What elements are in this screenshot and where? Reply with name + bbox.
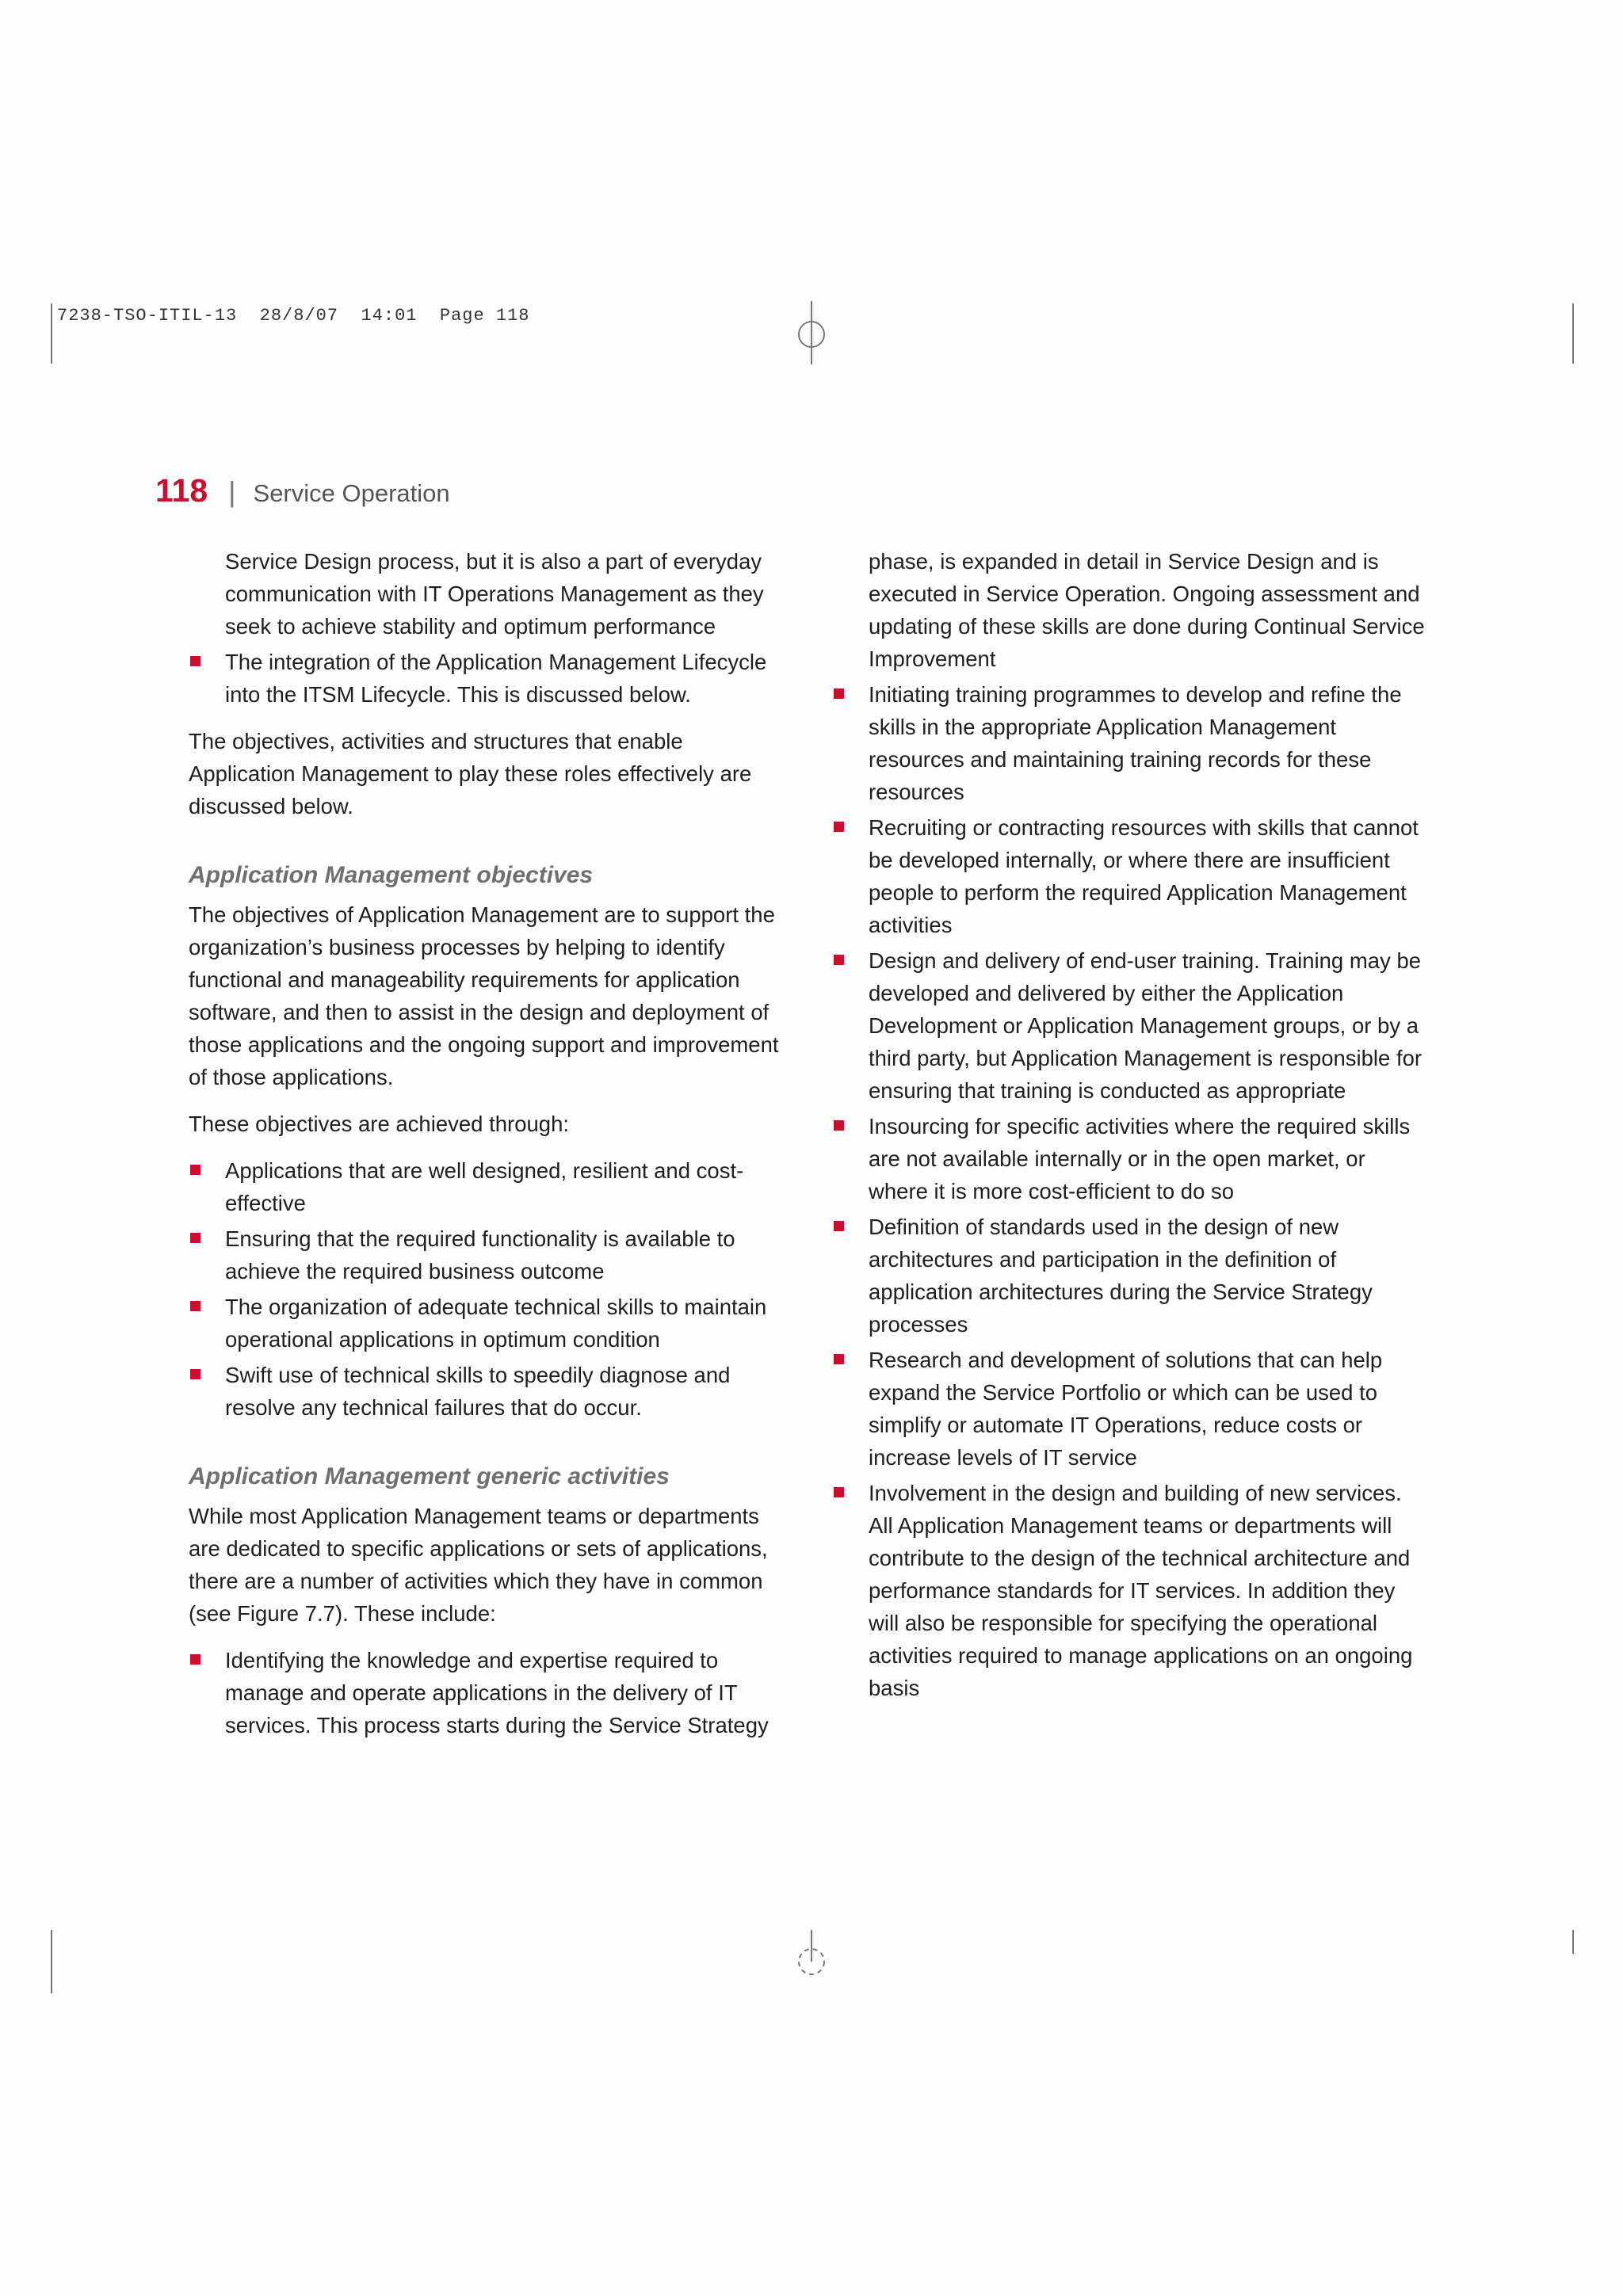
registration-mark-bottom-icon [796, 1930, 827, 1978]
continued-bullet-text: Service Design process, but it is also a part of everyday communication with IT Operations Management as they seek to achieve stability and optimum performance [225, 549, 764, 639]
right-column [832, 545, 1428, 1718]
bullet-list-3 [189, 1644, 792, 1741]
list-item: Research and development of solutions that can help expand the Service Portfolio or which can be used to simplify or automate IT Operations, reduce costs or increase levels of IT service [832, 1344, 1428, 1474]
bullet-square-icon [834, 688, 844, 699]
header-separator: | [228, 475, 236, 508]
bullet-square-icon [190, 1301, 200, 1311]
list-item: Applications that are well designed, resilient and cost-effective [189, 1154, 792, 1219]
bullet-square-icon [190, 656, 200, 666]
bullet-square-icon [190, 1369, 200, 1379]
crop-mark-top-left [51, 303, 52, 364]
bullet-square-icon [834, 1354, 844, 1364]
paragraph: While most Application Management teams or departments are dedicated to specific applications or sets of applications, there are a number of activities which they have in common (see Figure 7.7). These include: [189, 1504, 768, 1626]
bullet-square-icon [834, 1487, 844, 1497]
bullet-square-icon [834, 955, 844, 965]
paragraph: These objectives are achieved through: [189, 1112, 570, 1136]
registration-mark-top-icon [796, 301, 827, 364]
bullet-square-icon [834, 1120, 844, 1131]
list-item: Swift use of technical skills to speedily diagnose and resolve any technical failures that do occur. [189, 1359, 792, 1424]
page-number: 118 [155, 472, 208, 509]
paragraph: The objectives, activities and structures that enable Application Management to play these roles effectively are discussed below. [189, 729, 752, 818]
bullet-square-icon [190, 1165, 200, 1175]
crop-mark-top-right [1572, 303, 1574, 364]
list-item: Ensuring that the required functionality is available to achieve the required business outcome [189, 1222, 792, 1287]
crop-mark-bottom-right [1572, 1930, 1574, 1954]
heading-objectives: Application Management objectives [189, 862, 594, 888]
list-item: Recruiting or contracting resources with skills that cannot be developed internally, or where there are insufficient people to perform the required Application Management activities [832, 811, 1428, 941]
section-title: Service Operation [253, 479, 450, 507]
list-item: Insourcing for specific activities where the required skills are not available internally or in the open market, or where it is more cost-efficient to do so [832, 1110, 1428, 1207]
bullet-square-icon [190, 1233, 200, 1243]
list-item: The integration of the Application Management Lifecycle into the ITSM Lifecycle. This is discussed below. [189, 646, 792, 711]
bullet-list-1 [189, 646, 792, 711]
list-item: Identifying the knowledge and expertise required to manage and operate applications in the delivery of IT services. This process starts during the Service Strategy [189, 1644, 792, 1741]
running-header [155, 472, 450, 512]
bullet-square-icon [834, 1221, 844, 1231]
continued-bullet-text: phase, is expanded in detail in Service Design and is executed in Service Operation. Ongoing assessment and updating of these skills are done during Continual Service Improvement [869, 549, 1425, 671]
list-item: Involvement in the design and building of new services. All Application Management teams or departments will contribute to the design of the technical architecture and performance standards for IT services. In addition they will also be responsible for specifying the operational activities required to manage applications on an ongoing basis [832, 1477, 1428, 1704]
heading-generic-activities: Application Management generic activities [189, 1463, 670, 1489]
list-item: Definition of standards used in the design of new architectures and participation in the definition of application architectures during the Service Strategy processes [832, 1211, 1428, 1341]
print-slug: 7238-TSO-ITIL-13 28/8/07 14:01 Page 118 [57, 306, 530, 326]
paragraph: The objectives of Application Management are to support the organization’s business processes by helping to identify functional and manageability requirements for application software, and then to assist in the design and deployment of those applications and the ongoing support and improvement of those applications. [189, 902, 779, 1089]
left-column [189, 545, 792, 1756]
list-item: Initiating training programmes to develop and refine the skills in the appropriate Application Management resources and maintaining training records for these resources [832, 678, 1428, 808]
list-item: Design and delivery of end-user training. Training may be developed and delivered by either the Application Development or Application Management groups, or by a third party, but Application Management is responsible for ensuring that training is conducted as appropriate [832, 944, 1428, 1107]
list-item: The organization of adequate technical skills to maintain operational applications in optimum condition [189, 1291, 792, 1356]
bullet-square-icon [190, 1654, 200, 1665]
bullet-square-icon [834, 822, 844, 832]
bullet-list-2 [189, 1154, 792, 1424]
crop-mark-bottom-left [51, 1930, 52, 1993]
bullet-list-right [832, 678, 1428, 1704]
